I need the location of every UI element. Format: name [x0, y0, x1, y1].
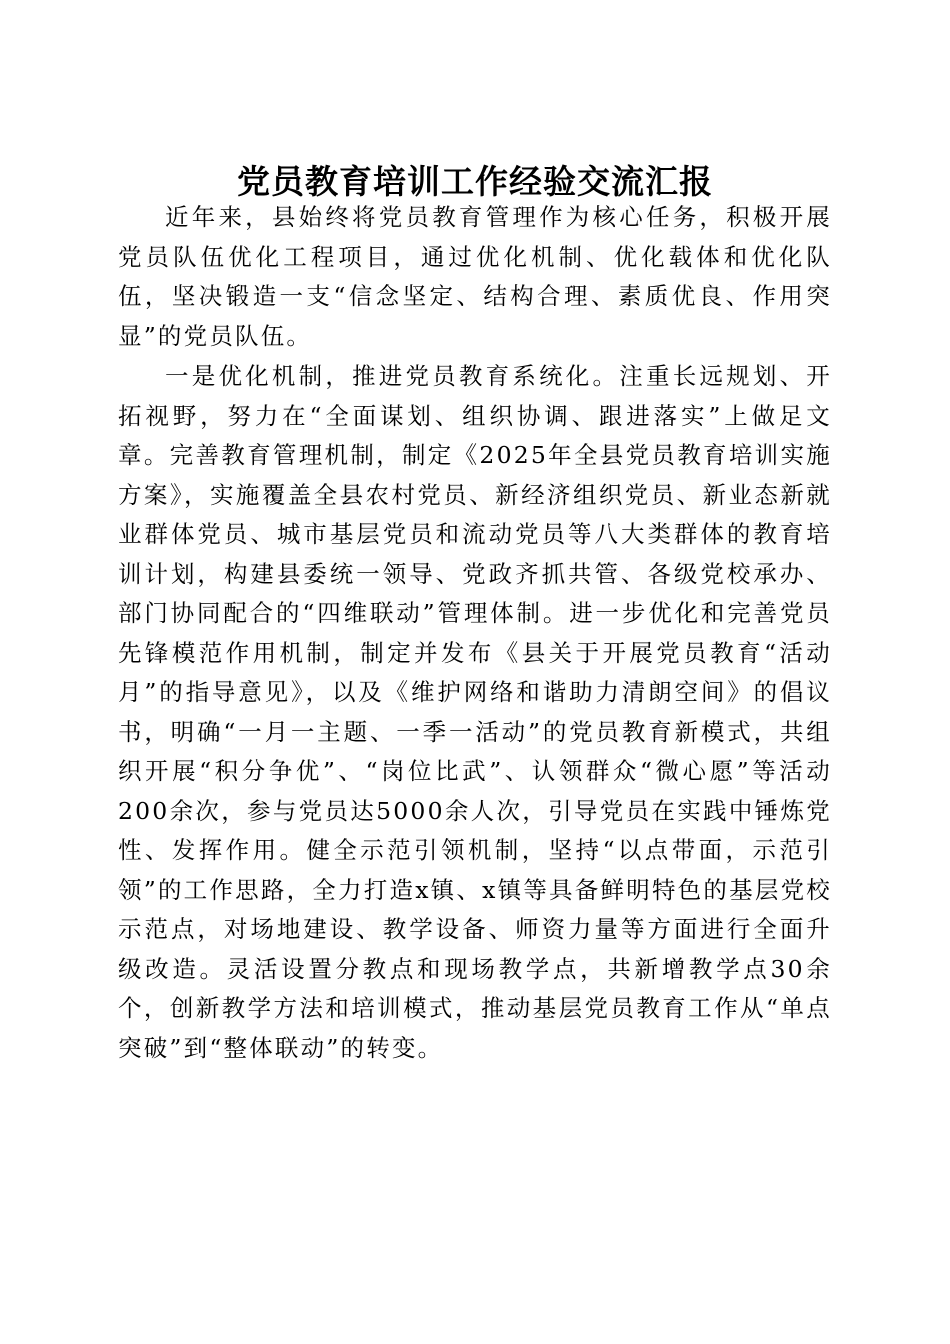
intro-paragraph: 近年来，县始终将党员教育管理作为核心任务，积极开展党员队伍优化工程项目，通过优化机制、优化载体和优化队伍，坚决锻造一支“信念坚定、结构合理、素质优良、作用突显”的党员队伍。	[118, 203, 832, 350]
document-body	[118, 198, 832, 1068]
document-title: 党员教育培训工作经验交流汇报	[237, 162, 713, 202]
mechanism-paragraph: 一是优化机制，推进党员教育系统化。注重长远规划、开拓视野，努力在“全面谋划、组织协调、跟进落实”上做足文章。完善教育管理机制，制定《2025年全县党员教育培训实施方案》，实施覆盖全县农村党员、新经济组织党员、新业态新就业群体党员、城市基层党员和流动党员等八大类群体的教育培训计划，构建县委统一领导、党政齐抓共管、各级党校承办、部门协同配合的“四维联动”管理体制。进一步优化和完善党员先锋模范作用机制，制定并发布《县关于开展党员教育“活动月”的指导意见》，以及《维护网络和谐助力清朗空间》的倡议书，明确“一月一主题、一季一活动”的党员教育新模式，共组织开展“积分争优”、“岗位比武”、认领群众“微心愿”等活动200余次，参与党员达5000余人次，引导党员在实践中锤炼党性、发挥作用。健全示范引领机制，坚持“以点带面，示范引领”的工作思路，全力打造x镇、x镇等具备鲜明特色的基层党校示范点，对场地建设、教学设备、师资力量等方面进行全面升级改造。灵活设置分教点和现场教学点，共新增教学点30余个，创新教学方法和培训模式，推动基层党员教育工作从“单点突破”到“整体联动”的转变。	[118, 362, 832, 1062]
